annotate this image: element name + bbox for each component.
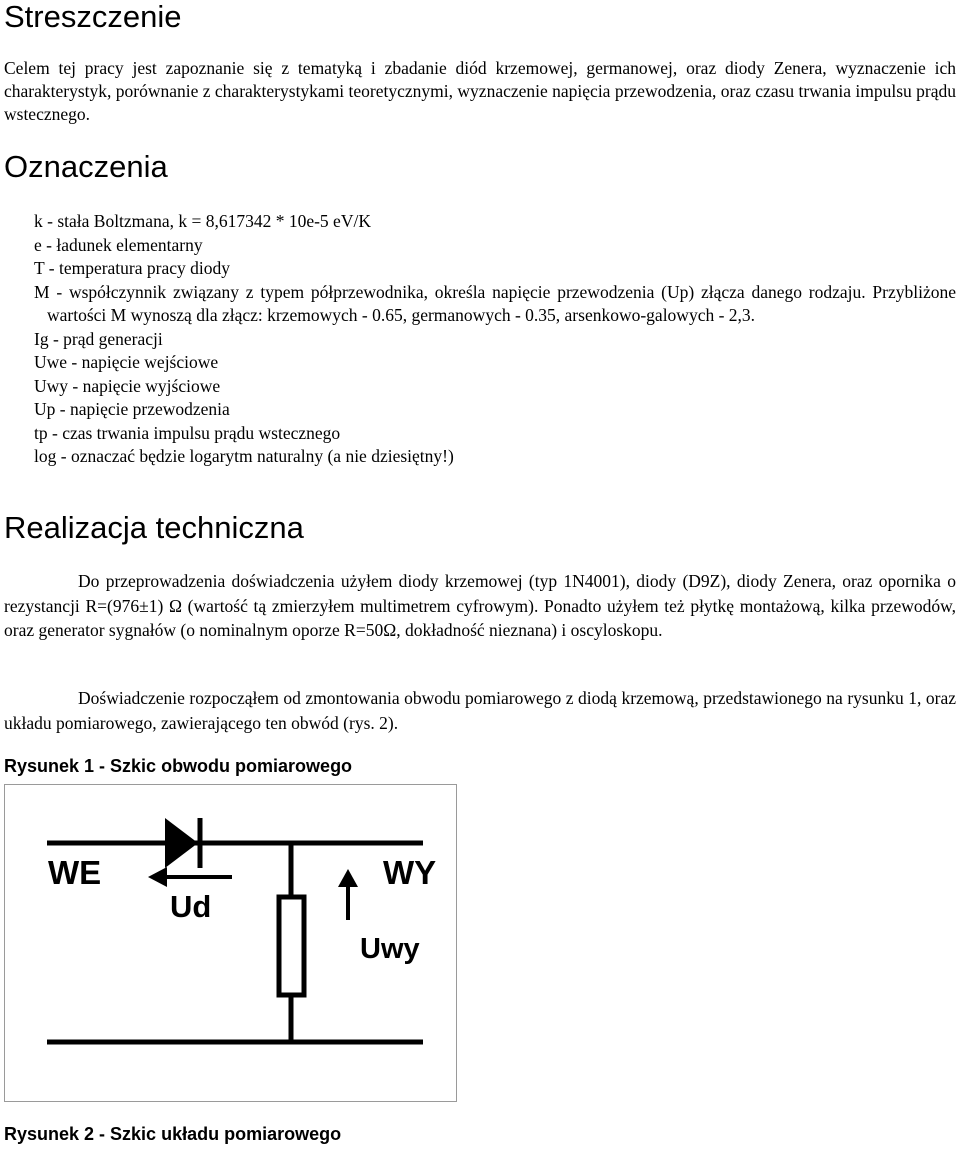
- ud-arrow-head: [148, 867, 167, 887]
- notation-item: Uwe - napięcie wejściowe: [34, 352, 219, 372]
- implementation-paragraph-2: Doświadczenie rozpocząłem od zmontowania obwodu pomiarowego z diodą krzemową, przedstawionego na rysunku 1, oraz układu pomiarowego, zawierającego ten obwód (rys. 2).: [4, 688, 956, 733]
- label-output: WY: [383, 854, 437, 891]
- label-ud: Ud: [170, 889, 212, 924]
- notations-list: [34, 210, 956, 469]
- label-input: WE: [48, 854, 102, 891]
- notation-item: k - stała Boltzmana, k = 8,617342 * 10e-5 eV/K: [34, 211, 371, 231]
- figure1-caption: Rysunek 1 - Szkic obwodu pomiarowego: [4, 756, 353, 776]
- notation-item: M - współczynnik związany z typem półprzewodnika, określa napięcie przewodzenia (Up) złącza danego rodzaju. Przybliżone wartości M wynoszą dla złącz: krzemowych - 0.65, germanowych - 0.35, arsenkowo-galowych - 2,3.: [34, 281, 956, 325]
- notation-item: log - oznaczać będzie logarytm naturalny (a nie dziesiętny!): [34, 446, 454, 466]
- heading-notations: Oznaczenia: [4, 149, 168, 184]
- implementation-paragraph-1: Do przeprowadzenia doświadczenia użyłem diody krzemowej (typ 1N4001), diody (D9Z), diody Zenera, oraz opornika o rezystancji R=(976±1) Ω (wartość tą zmierzyłem multimetrem cyfrowym). Ponadto użyłem też płytkę montażową, kilka przewodów, oraz generator sygnałów (o nominalnym oporze R=50Ω, dokładność nieznana) i oscyloskopu.: [4, 571, 956, 640]
- notation-item: T - temperatura pracy diody: [34, 258, 230, 278]
- notation-item: Ig - prąd generacji: [34, 328, 163, 349]
- heading-implementation: Realizacja techniczna: [4, 510, 304, 545]
- notation-item: Uwy - napięcie wyjściowe: [34, 375, 221, 396]
- circuit-diagram-svg: [5, 785, 456, 1101]
- label-uwy: Uwy: [360, 933, 420, 965]
- diode-triangle: [165, 818, 198, 868]
- notation-item: e - ładunek elementarny: [34, 234, 203, 255]
- summary-text: Celem tej pracy jest zapoznanie się z tematyką i zbadanie diód krzemowej, germanowej, oraz diody Zenera, wyznaczenie ich charakterystyk, porównanie z charakterystykami teoretycznymi, wyznaczenie napięcia przewodzenia, oraz czasu trwania impulsu prądu wstecznego.: [4, 58, 956, 124]
- uwy-arrow-head: [338, 869, 358, 887]
- circuit-diagram: [4, 784, 457, 1102]
- heading-summary: Streszczenie: [4, 0, 182, 34]
- resistor-body: [279, 897, 304, 995]
- notation-item: tp - czas trwania impulsu prądu wstecznego: [34, 422, 341, 443]
- figure2-caption: Rysunek 2 - Szkic układu pomiarowego: [4, 1124, 342, 1144]
- notation-item: Up - napięcie przewodzenia: [34, 399, 230, 419]
